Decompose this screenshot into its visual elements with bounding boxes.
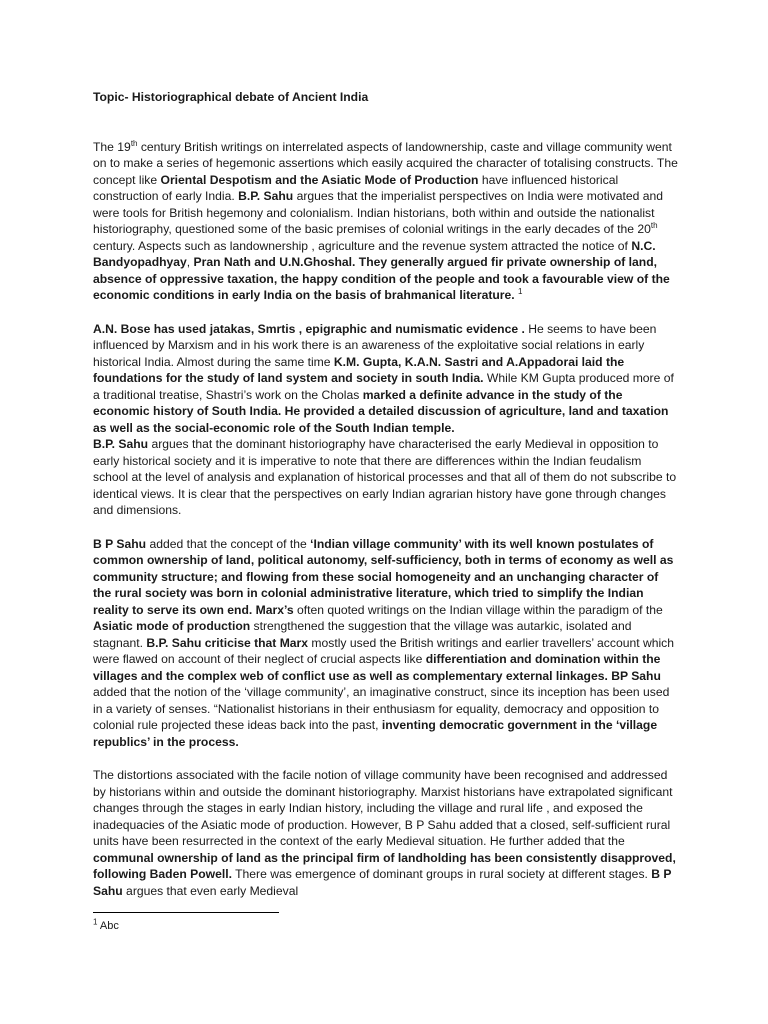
document-body xyxy=(93,89,679,916)
bold-text: B P Sahu xyxy=(93,536,147,551)
body-text: argues that even early Medieval xyxy=(122,883,299,898)
body-text: argues that the imperialist perspectives on India were motivated and were tools for British hegemony and colonialism. Indian historians, both within and outside the nationalist historiography, questioned some of the basic premises of colonial writings in the early decades of the 20 xyxy=(93,189,664,236)
bold-text: ‘Indian village community’ with its well known postulates of common ownership of land, political autonomy, self-sufficiency, both in terms of economy as well as community structure; and flowing from these social homogeneity and an unchanging character of the rural society was born in colonial administrative literature, which tried to simplify the Indian reality to serve its own end. Marx’s xyxy=(93,536,674,617)
paragraph-p1 xyxy=(93,139,679,304)
body-text: While KM Gupta produced more of a traditional treatise, Shastri’s work on the Cholas xyxy=(93,371,674,402)
superscript-text: th xyxy=(650,220,658,230)
bold-text: A.N. Bose has used jatakas, Smrtis , epigraphic and numismatic evidence . xyxy=(93,321,525,336)
paragraph-p3 xyxy=(93,436,679,519)
paragraph-container xyxy=(93,139,679,900)
bold-text: marked a definite advance in the study of the economic history of South India. He provided a detailed discussion of agriculture, land and taxation as well as the social-economic role of the South Indian temple. xyxy=(93,387,669,435)
footnote-marker: 1 xyxy=(93,917,98,927)
bold-text: communal ownership of land as the principal firm of landholding has been consistently disapproved, following Baden Powell. xyxy=(93,850,676,881)
body-text: often quoted writings on the Indian village within the paradigm of the xyxy=(293,602,663,617)
paragraph-p4 xyxy=(93,536,679,751)
body-text: strengthened the suggestion that the village was autarkic, isolated and stagnant. xyxy=(93,619,632,650)
bold-text: inventing democratic government in the ‘village republics’ in the process. xyxy=(93,718,658,749)
footnote-divider xyxy=(93,912,279,913)
body-text: added that the concept of the xyxy=(146,536,311,551)
body-text: century British writings on interrelated aspects of landownership, caste and village community went on to make a series of hegemonic assertions which easily acquired the character of totalising constructs. The concept like xyxy=(93,139,678,187)
bold-text: Asiatic mode of production xyxy=(93,619,251,633)
body-text: There was emergence of dominant groups in rural society at different stages. xyxy=(231,867,652,881)
body-text: The 19 xyxy=(93,139,131,154)
bold-text: B.P. Sahu xyxy=(93,437,149,451)
superscript-text: 1 xyxy=(518,286,523,296)
bold-text: B P Sahu xyxy=(93,867,672,898)
body-text: have influenced historical construction of early India. xyxy=(93,172,619,203)
body-text: century. Aspects such as landownership , agriculture and the revenue system attracted the notice of xyxy=(93,238,632,253)
page-title: Topic- Historiographical debate of Ancient India xyxy=(93,90,369,104)
bold-text: B.P. Sahu xyxy=(238,189,294,203)
body-text: argues that the dominant historiography have characterised the early Medieval in opposition to early historical society and it is imperative to note that there are differences within the Indian feudalism school at the level of analysis and explanation of historical processes and that all of them do not subscribe to identical views. It is clear that the perspectives on early Indian agrarian history have gone through changes and dimensions. xyxy=(93,437,677,517)
bold-text: differentiation and domination within the villages and the complex web of conflict use as well as complementary external linkages. BP Sahu xyxy=(93,652,661,683)
body-text: added that the notion of the ‘village community’, an imaginative construct, since its inception has been used in a variety of senses. “Nationalist historians in their enthusiasm for equality, democracy and opposition to colonial rule projected these ideas back into the past, xyxy=(93,685,670,732)
footnote xyxy=(93,917,119,932)
bold-text: B.P. Sahu criticise that Marx xyxy=(146,635,309,650)
superscript-text: th xyxy=(130,138,138,148)
paragraph-p2 xyxy=(93,321,679,437)
bold-text: Pran Nath and U.N.Ghoshal. They generally argued fir private ownership of land, absence of oppressive taxation, the happy condition of the people and took a favourable view of the economic conditions in early India on the basis of brahmanical literature. xyxy=(93,255,670,302)
bold-text: Oriental Despotism and the Asiatic Mode of Production xyxy=(160,172,479,187)
bold-text: K.M. Gupta, K.A.N. Sastri and A.Appadorai laid the foundations for the study of land system and society in south India. xyxy=(93,354,625,385)
body-text: He seems to have been influenced by Marxism and in his work there is an awareness of the exploitative social relations in early historical India. Almost during the same time xyxy=(93,321,657,369)
body-text: The distortions associated with the facile notion of village community have been recognised and addressed by historians within and outside the dominant historiography. Marxist historians have extrapolated significant changes through the stages in early Indian history, including the village and rural life , and exposed the inadequacies of the Asiatic mode of production. However, B P Sahu added that a closed, self-sufficient rural units have been resurrected in the context of the early Medieval situation. He further added that the xyxy=(93,768,673,848)
bold-text: N.C. Bandyopadhyay xyxy=(93,238,656,269)
body-text: , xyxy=(186,255,194,269)
paragraph-p5 xyxy=(93,767,679,899)
body-text: mostly used the British writings and earlier travellers’ account which were flawed on account of their neglect of crucial aspects like xyxy=(93,635,674,666)
footnote-text: Abc xyxy=(97,920,119,932)
